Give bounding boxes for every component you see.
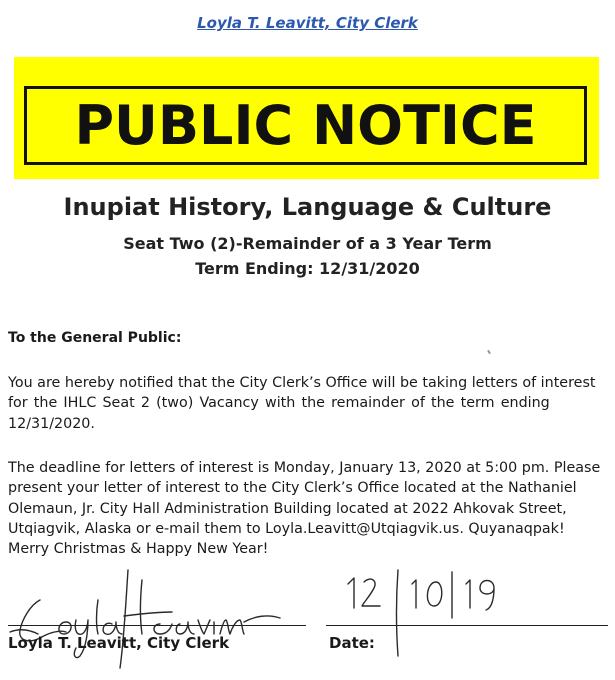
paragraph-line: Olemaun, Jr. City Hall Administration Building located at 2022 Ahkovak Street, <box>8 500 567 517</box>
paragraph-line: The deadline for letters of interest is Monday, January 13, 2020 at 5:00 pm. Please <box>8 460 601 476</box>
handwritten-signature <box>0 560 300 670</box>
term-ending: Term Ending: 12/31/2020 <box>195 259 420 278</box>
signer-label: Loyla T. Leavitt, City Clerk <box>8 634 230 652</box>
notice-title: Inupiat History, Language & Culture <box>63 193 552 221</box>
signature-line <box>8 625 306 626</box>
paragraph-line: 12/31/2020. <box>8 415 95 432</box>
paragraph-line: You are hereby notified that the City Clerk’s Office will be taking letters of interest <box>8 375 596 391</box>
clerk-name-link[interactable]: Loyla T. Leavitt, City Clerk <box>197 14 418 32</box>
public-notice-box <box>24 86 587 165</box>
date-line <box>326 625 608 626</box>
scan-speck <box>487 350 491 354</box>
paragraph-line: present your letter of interest to the City Clerk’s Office located at the Nathaniel <box>8 480 577 497</box>
paragraph-line: Merry Christmas & Happy New Year! <box>8 541 269 558</box>
paragraph-notice <box>8 373 606 434</box>
paragraph-line: Utqiagvik, Alaska or e-mail them to Loyla.Leavitt@Utqiagvik.us. Quyanaqpak! <box>8 520 565 537</box>
seat-subtitle: Seat Two (2)-Remainder of a 3 Year Term <box>123 234 492 253</box>
public-notice-banner <box>14 57 599 179</box>
date-label: Date: <box>329 634 375 652</box>
paragraph-line: for the IHLC Seat 2 (two) Vacancy with the remainder of the term ending <box>8 395 550 412</box>
salutation: To the General Public: <box>8 330 182 346</box>
public-notice-title: PUBLIC NOTICE <box>74 94 537 157</box>
paragraph-deadline <box>8 458 606 559</box>
